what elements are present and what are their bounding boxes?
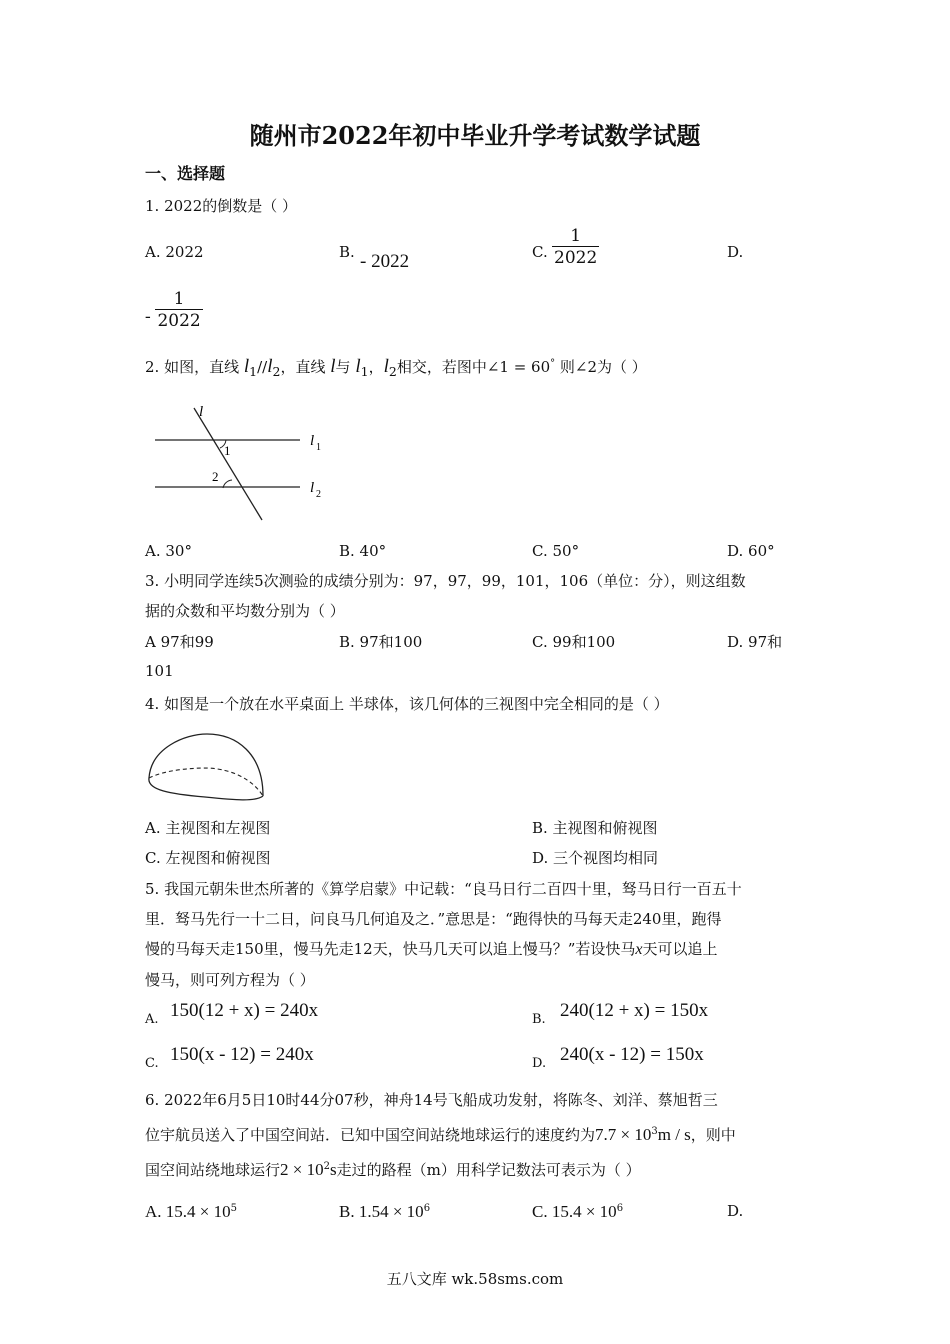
q1-stem: 1. 2022的倒数是（ ） (145, 197, 298, 215)
q2-figure (150, 400, 330, 525)
fig-label-2: 2 (212, 469, 219, 484)
subscript: 1 (249, 364, 258, 379)
q1-option-c-fraction (552, 226, 599, 269)
speed-value: 7.7 × 10 (595, 1125, 652, 1144)
q5-stem-line3 (145, 939, 718, 960)
option-exponent: 6 (423, 1203, 431, 1214)
option-value: A. 15.4 × 10 (145, 1202, 231, 1221)
line-l1: l (355, 356, 361, 377)
fraction-sign: - (145, 306, 151, 326)
q3-stem-line1: 3. 小明同学连续5次测验的成绩分别为：97，97，99，101，106（单位：分），则这组数 (145, 572, 746, 590)
fig-label-l1: l (310, 433, 315, 449)
line-l1: l (243, 356, 250, 377)
q5-option-c-equation: 150(x - 12) = 240x (170, 1044, 314, 1065)
q5-option-a-label: A. (145, 1012, 159, 1027)
q3-stem-line2: 据的众数和平均数分别为（ ） (145, 602, 345, 620)
option-exponent: 5 (230, 1203, 237, 1214)
option-value: B. 1.54 × 10 (339, 1202, 424, 1221)
q6-option-a (145, 1199, 237, 1222)
fig-label-l2-sub: 2 (316, 489, 321, 500)
time-exponent: 2 (323, 1161, 330, 1172)
q4-option-b: B. 主视图和俯视图 (532, 819, 658, 837)
option-exponent: 6 (616, 1203, 624, 1214)
q6-option-c (532, 1199, 623, 1222)
subscript: 1 (360, 364, 369, 379)
q4-option-c: C. 左视图和俯视图 (145, 849, 271, 867)
q2-stem-part: 与 (335, 358, 351, 376)
line-l: l (330, 356, 336, 377)
fraction-denominator: 2022 (157, 311, 201, 331)
q5-option-b-equation: 240(12 + x) = 150x (560, 1000, 709, 1021)
q6-stem-part: ，则中 (690, 1126, 736, 1144)
q5-stem-part: 慢的马每天走150里，慢马先走12天，快马几天可以追上慢马？”若设快马 (145, 940, 636, 958)
q3-option-d-cont: 101 (145, 662, 174, 680)
q3-option-b: B. 97和100 (339, 633, 423, 651)
q2-option-c: C. 50° (532, 542, 580, 560)
q5-option-b-label: B. (532, 1012, 546, 1027)
q2-stem-part: 2. 如图，直线 (145, 358, 240, 376)
q6-stem-line3 (145, 1157, 641, 1180)
q6-option-b (339, 1199, 430, 1222)
line-l2: l (383, 356, 389, 377)
time-value: 2 × 10 (280, 1160, 324, 1179)
q5-stem-line2: 里．驽马先行一十二日，问良马几何追及之．”意思是：“跑得快的马每天走240里，跑得 (145, 910, 722, 928)
variable-x: x (635, 941, 643, 958)
q6-stem-part: 国空间站绕地球运行 (145, 1161, 281, 1179)
q1-option-d-label: D. (727, 243, 744, 261)
q1-option-a: A. 2022 (145, 243, 204, 261)
q2-stem-part: ，直线 (280, 358, 326, 376)
degree-symbol: ° (550, 358, 556, 369)
q6-stem-line1: 6. 2022年6月5日10时44分07秒，神舟14号飞船成功发射，将陈冬、刘洋、蔡旭哲三 (145, 1091, 718, 1109)
q4-option-d: D. 三个视图均相同 (532, 849, 659, 867)
q1-option-b-label: B. (339, 243, 355, 261)
speed-unit: m / s (657, 1125, 691, 1144)
fraction-denominator: 2022 (554, 248, 598, 268)
parallel-symbol: // (257, 358, 268, 376)
q2-stem-part: ， (368, 358, 384, 376)
q5-option-a-equation: 150(12 + x) = 240x (170, 1000, 319, 1021)
q5-option-d-equation: 240(x - 12) = 150x (560, 1044, 704, 1065)
q3-option-c: C. 99和100 (532, 633, 616, 651)
fig-label-1: 1 (224, 443, 231, 458)
hemisphere-base-front (149, 778, 263, 800)
time-unit: s (329, 1160, 337, 1179)
q4-option-a: A. 主视图和左视图 (145, 819, 271, 837)
q2-stem-part: 相交，若图中∠1 = 60 (396, 358, 551, 376)
q3-option-a: A 97和99 (145, 633, 214, 651)
footer-watermark: 五八文库 wk.58sms.com (386, 1270, 564, 1288)
q5-stem-line1: 5. 我国元朝朱世杰所著的《算学启蒙》中记载：“良马日行二百四十里，驽马日行一百五十 (145, 880, 742, 898)
q5-option-c-label: C. (145, 1056, 159, 1071)
subscript: 2 (272, 364, 281, 379)
q6-stem-line2 (145, 1122, 736, 1145)
subscript: 2 (388, 364, 397, 379)
hemisphere-figure (145, 730, 270, 805)
fig-label-l1-sub: 1 (316, 442, 321, 453)
option-value: C. 15.4 × 10 (532, 1202, 617, 1221)
q2-stem-part: 则∠2为（ ） (559, 358, 647, 376)
fig-label-l2: l (310, 480, 315, 496)
q2-stem (145, 354, 647, 382)
hemisphere-dome (149, 734, 263, 796)
q1-option-c-label: C. (532, 243, 548, 261)
speed-exponent: 3 (651, 1126, 658, 1137)
q1-option-d-value (145, 289, 203, 332)
line-l2: l (267, 356, 273, 377)
fraction-numerator: 1 (173, 289, 185, 309)
q5-stem-part: 天可以追上 (642, 940, 718, 958)
q3-option-d: D. 97和 (727, 633, 783, 651)
fraction-numerator: 1 (570, 226, 582, 246)
q4-stem: 4. 如图是一个放在水平桌面上 半球体，该几何体的三视图中完全相同的是（ ） (145, 695, 669, 713)
page-title: 随州市2022年初中毕业升学考试数学试题 (249, 121, 701, 150)
q6-option-d: D. (727, 1202, 744, 1220)
q5-option-d-label: D. (532, 1056, 547, 1071)
q2-option-b: B. 40° (339, 542, 387, 560)
line-l-stroke (194, 408, 262, 520)
q2-option-d: D. 60° (727, 542, 775, 560)
q5-stem-line4: 慢马，则可列方程为（ ） (145, 971, 315, 989)
q1-option-b-value: - 2022 (360, 251, 410, 272)
fig-label-l: l (199, 404, 204, 420)
q2-option-a: A. 30° (145, 542, 192, 560)
q6-stem-part: 位宇航员送入了中国空间站．已知中国空间站绕地球运行的速度约为 (145, 1126, 596, 1144)
q6-stem-part: 走过的路程（m）用科学记数法可表示为（ ） (336, 1161, 641, 1179)
section-heading: 一、选择题 (145, 164, 226, 183)
